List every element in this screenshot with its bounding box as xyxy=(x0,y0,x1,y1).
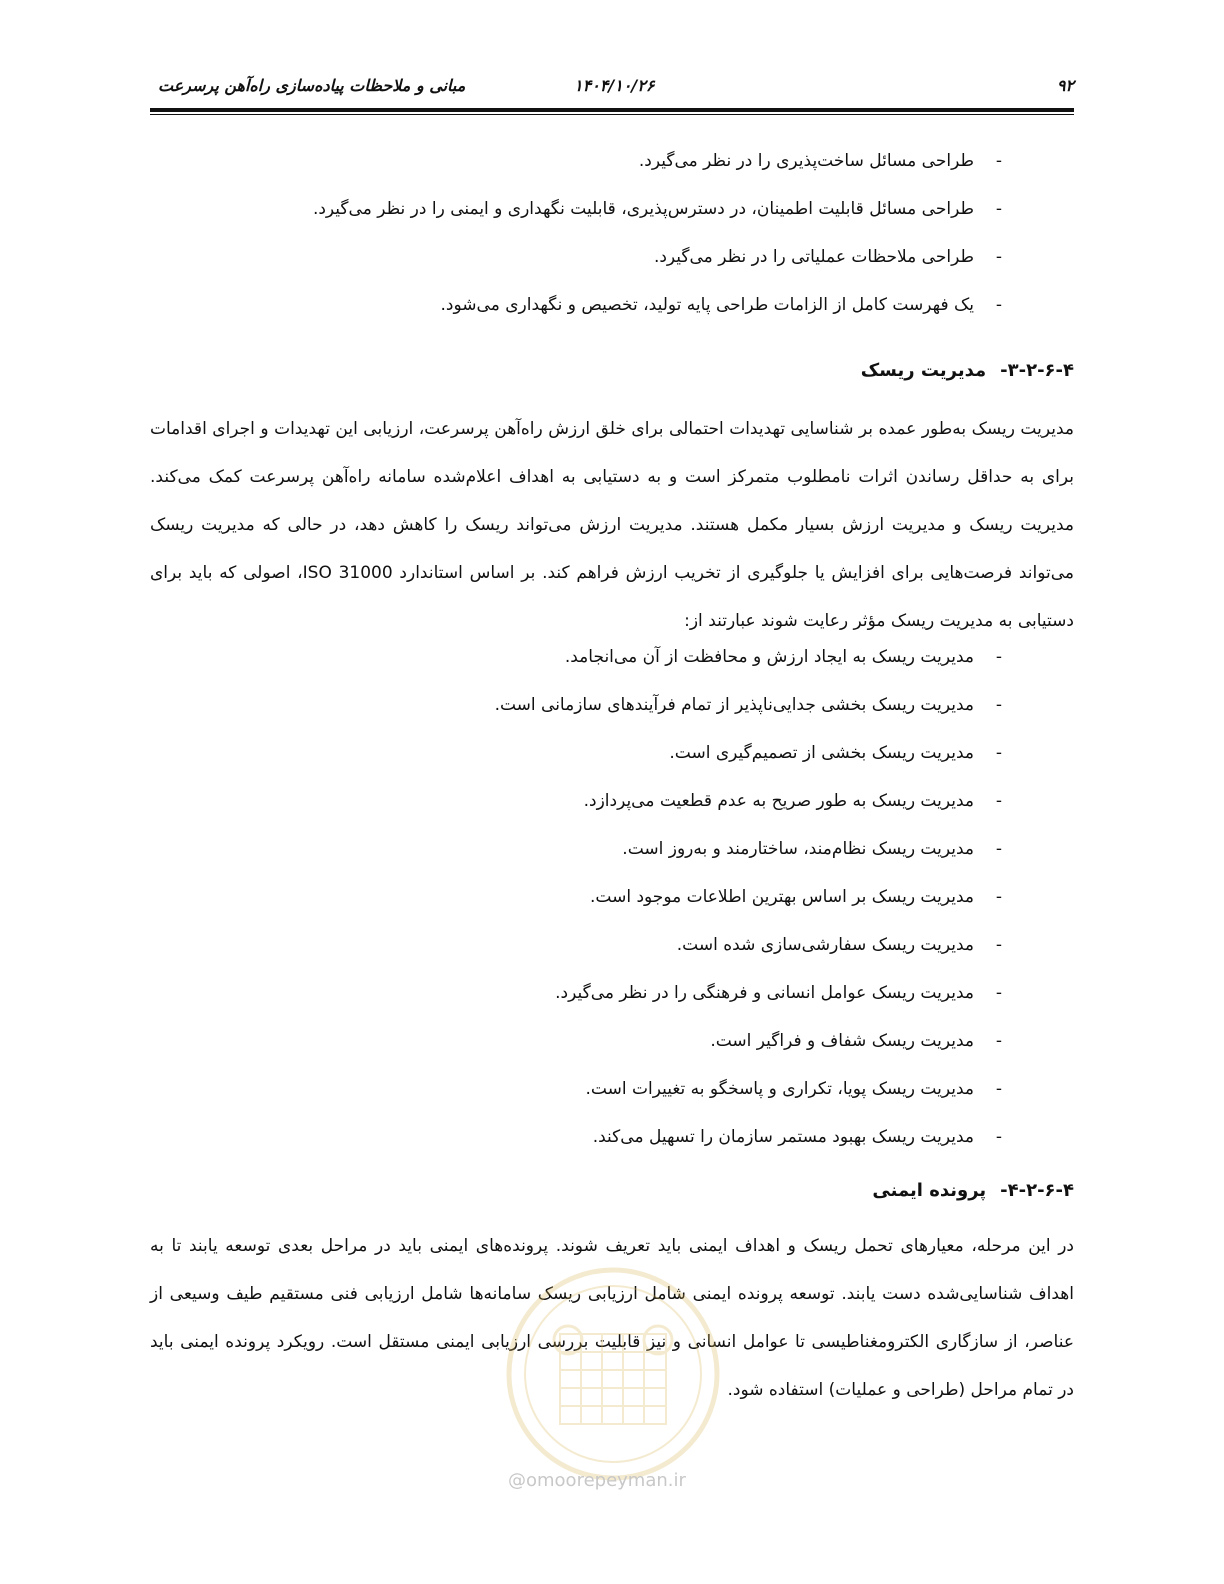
page-number: ۹۲ xyxy=(1056,76,1074,95)
section-number: ۳-۲-۶-۴- xyxy=(1000,360,1074,381)
list-item: - مدیریت ریسک بخشی جدایی‌ناپذیر از تمام فرآیندهای سازمانی است. xyxy=(150,681,1074,729)
list-item: - طراحی ملاحظات عملیاتی را در نظر می‌گیرد. xyxy=(150,233,1074,281)
list-item: - مدیریت ریسک پویا، تکراری و پاسخگو به تغییرات است. xyxy=(150,1065,1074,1113)
list-item: - مدیریت ریسک بخشی از تصمیم‌گیری است. xyxy=(150,729,1074,777)
section-heading-risk-management xyxy=(150,360,1074,381)
bullet-dash: - xyxy=(995,1079,1002,1099)
book-title: مبانی و ملاحظات پیاده‌سازی راه‌آهن پرسرعت xyxy=(158,76,466,95)
bullet-dash: - xyxy=(995,247,1002,267)
section-title: پرونده ایمنی xyxy=(872,1180,987,1201)
list-item: - مدیریت ریسک بر اساس بهترین اطلاعات موجود است. xyxy=(150,873,1074,921)
list-item: - یک فهرست کامل از الزامات طراحی پایه تولید، تخصیص و نگهداری می‌شود. xyxy=(150,281,1074,329)
bullet-dash: - xyxy=(995,647,1002,667)
watermark-text: @omoorepeyman.ir xyxy=(508,1470,686,1491)
bullet-dash: - xyxy=(995,791,1002,811)
bullet-dash: - xyxy=(995,935,1002,955)
list-item: - مدیریت ریسک شفاف و فراگیر است. xyxy=(150,1017,1074,1065)
running-header xyxy=(150,70,1074,106)
section-heading-safety-case xyxy=(150,1180,1074,1201)
bullet-dash: - xyxy=(995,743,1002,763)
bullet-dash: - xyxy=(995,199,1002,219)
list-item: - مدیریت ریسک نظام‌مند، ساختارمند و به‌روز است. xyxy=(150,825,1074,873)
bullet-dash: - xyxy=(995,983,1002,1003)
paragraph-risk-management: مدیریت ریسک به‌طور عمده بر شناسایی تهدیدات احتمالی برای خلق ارزش راه‌آهن پرسرعت، ارزیابی این تهدیدات و اجرای اقدامات برای به حداقل رساندن اثرات نامطلوب متمرکز است و به دستیابی به اهداف اعلام‌شده سامانه راه‌آهن پرسرعت کمک می‌کند. مدیریت ریسک و مدیریت ارزش بسیار مکمل هستند. مدیریت ارزش می‌تواند ریسک را کاهش دهد، در حالی که مدیریت ریسک می‌تواند فرصت‌هایی برای افزایش یا جلوگیری از تخریب ارزش فراهم کند. بر اساس استاندارد ISO 31000، اصولی که باید برای دستیابی به مدیریت ریسک مؤثر رعایت شوند عبارتند از: xyxy=(150,419,1075,631)
bullet-dash: - xyxy=(995,887,1002,907)
bullet-dash: - xyxy=(995,1031,1002,1051)
bullet-dash: - xyxy=(995,151,1002,171)
paragraph-safety-case: در این مرحله، معیارهای تحمل ریسک و اهداف ایمنی باید تعریف شوند. پرونده‌های ایمنی باید در مراحل بعدی توسعه یابند تا به اهداف شناسایی‌شده دست یابند. توسعه پرونده ایمنی شامل ارزیابی ریسک سامانه‌ها شامل ارزیابی فنی مستقیم طیف وسیعی از عناصر، از سازگاری الکترومغناطیسی تا عوامل انسانی و نیز قابلیت بررسی ارزیابی ایمنی مستقل است. رویکرد پرونده ایمنی باید در تمام مراحل (طراحی و عملیات) استفاده شود. xyxy=(150,1236,1074,1400)
header-rule-thin xyxy=(150,114,1074,115)
bullet-dash: - xyxy=(995,695,1002,715)
header-date: ۱۴۰۴/۱۰/۲۶ xyxy=(574,76,655,95)
list-item: - مدیریت ریسک بهبود مستمر سازمان را تسهیل می‌کند. xyxy=(150,1113,1074,1161)
design-list xyxy=(150,137,1074,329)
list-item: - مدیریت ریسک عوامل انسانی و فرهنگی را در نظر می‌گیرد. xyxy=(150,969,1074,1017)
list-item: - مدیریت ریسک سفارشی‌سازی شده است. xyxy=(150,921,1074,969)
section-number: ۴-۲-۶-۴- xyxy=(1000,1180,1074,1201)
header-rule-thick xyxy=(150,108,1074,112)
section-title: مدیریت ریسک xyxy=(860,360,987,381)
bullet-dash: - xyxy=(995,1127,1002,1147)
list-item: - طراحی مسائل قابلیت اطمینان، در دسترس‌پذیری، قابلیت نگهداری و ایمنی را در نظر می‌گیرد. xyxy=(150,185,1074,233)
list-item: - طراحی مسائل ساخت‌پذیری را در نظر می‌گیرد. xyxy=(150,137,1074,185)
bullet-dash: - xyxy=(995,839,1002,859)
risk-principles-list xyxy=(150,633,1074,1161)
list-item: - مدیریت ریسک به ایجاد ارزش و محافظت از آن می‌انجامد. xyxy=(150,633,1074,681)
list-item: - مدیریت ریسک به طور صریح به عدم قطعیت می‌پردازد. xyxy=(150,777,1074,825)
bullet-dash: - xyxy=(995,295,1002,315)
